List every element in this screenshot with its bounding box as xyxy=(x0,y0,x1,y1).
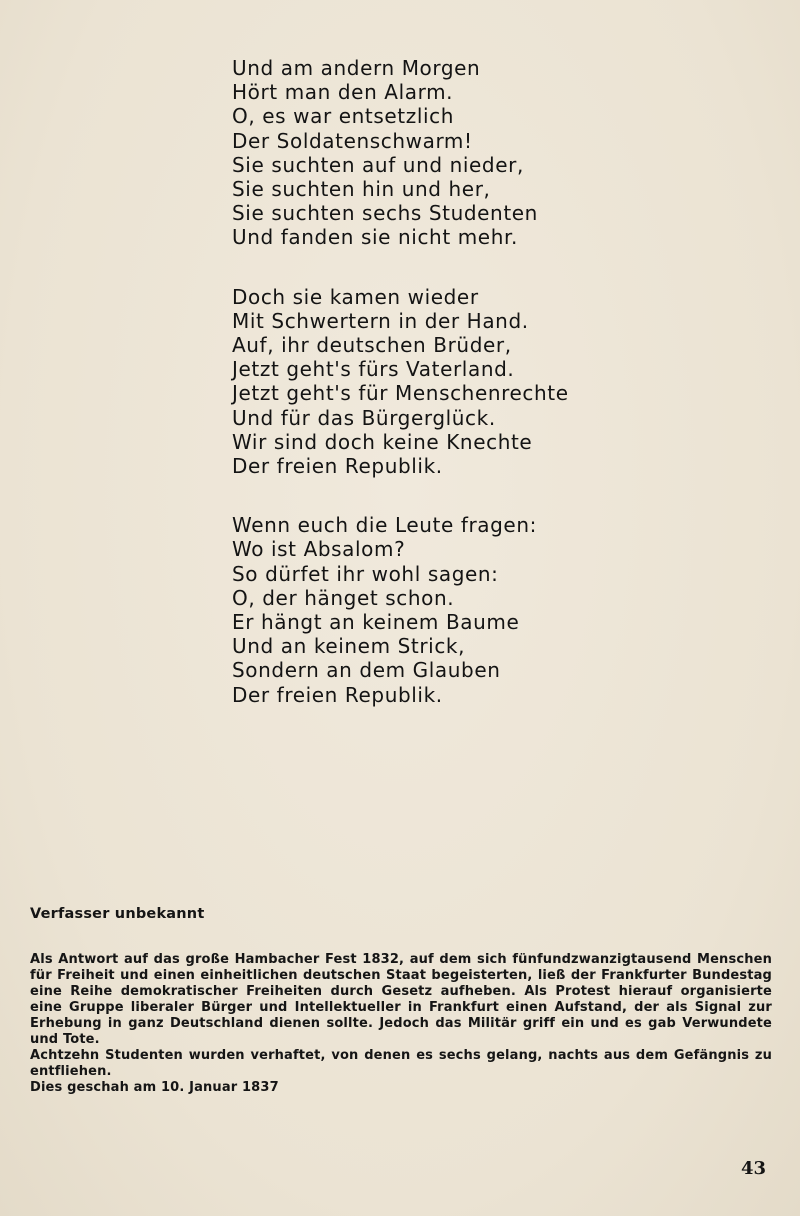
commentary-paragraph: Achtzehn Studenten wurden verhaftet, von denen es sechs gelang, nachts aus dem Gefängnis zu entfliehen. xyxy=(30,1048,772,1079)
poem-line: Wir sind doch keine Knechte xyxy=(232,429,533,454)
poem-line: Und fanden sie nicht mehr. xyxy=(232,225,518,250)
poem-line: O, der hänget schon. xyxy=(232,585,455,610)
poem-line: Sondern an dem Glauben xyxy=(232,658,501,683)
poem-line: Wenn euch die Leute fragen: xyxy=(232,513,537,538)
poem-line: Auf, ihr deutschen Brüder, xyxy=(232,333,512,358)
commentary-paragraph: Dies geschah am 10. Januar 1837 xyxy=(30,1080,279,1095)
poem-line: Der freien Republik. xyxy=(232,454,443,479)
page-number: 43 xyxy=(740,1158,766,1179)
poem-line: Sie suchten auf und nieder, xyxy=(232,152,524,177)
poem-line: Er hängt an keinem Baume xyxy=(232,610,520,635)
poem-line: Mit Schwertern in der Hand. xyxy=(232,308,529,333)
poem-line: Jetzt geht's fürs Vaterland. xyxy=(232,357,515,382)
poem-line: Und für das Bürgerglück. xyxy=(232,405,496,430)
poem-line: Wo ist Absalom? xyxy=(232,537,406,562)
poem-line: Der Soldatenschwarm! xyxy=(232,128,473,153)
poem-line: So dürfet ihr wohl sagen: xyxy=(232,561,499,586)
poem-line: Jetzt geht's für Menschenrechte xyxy=(232,381,569,406)
poem-stanza xyxy=(232,513,752,707)
poem-line: Sie suchten sechs Studenten xyxy=(232,201,538,226)
poem-line: Der freien Republik. xyxy=(232,682,443,707)
author-credit: Verfasser unbekannt xyxy=(30,906,205,922)
poem-line: Hört man den Alarm. xyxy=(232,80,454,105)
poem xyxy=(232,56,752,707)
historical-commentary xyxy=(30,952,772,1096)
poem-stanza xyxy=(232,285,752,479)
commentary-paragraph: Als Antwort auf das große Hambacher Fest 1832, auf dem sich fünfundzwanzigtausend Menschen für Freiheit und einen einheitlichen deutschen Staat begeisterten, ließ der Frankfurter Bundestag eine Reihe demokratischer Freiheiten durch Gesetz aufheben. Als Protest hierauf organisierte eine Gruppe liberaler Bürger und Intellektueller in Frankfurt einen Aufstand, der als Signal zur Erhebung in ganz Deutschland dienen sollte. Jedoch das Militär griff ein und es gab Verwundete und Tote. xyxy=(30,952,772,1047)
poem-line: Sie suchten hin und her, xyxy=(232,177,491,202)
poem-line: Und am andern Morgen xyxy=(232,56,481,80)
poem-line: Doch sie kamen wieder xyxy=(232,284,479,309)
poem-stanza xyxy=(232,56,752,250)
poem-line: O, es war entsetzlich xyxy=(232,104,455,129)
poem-line: Und an keinem Strick, xyxy=(232,634,466,659)
